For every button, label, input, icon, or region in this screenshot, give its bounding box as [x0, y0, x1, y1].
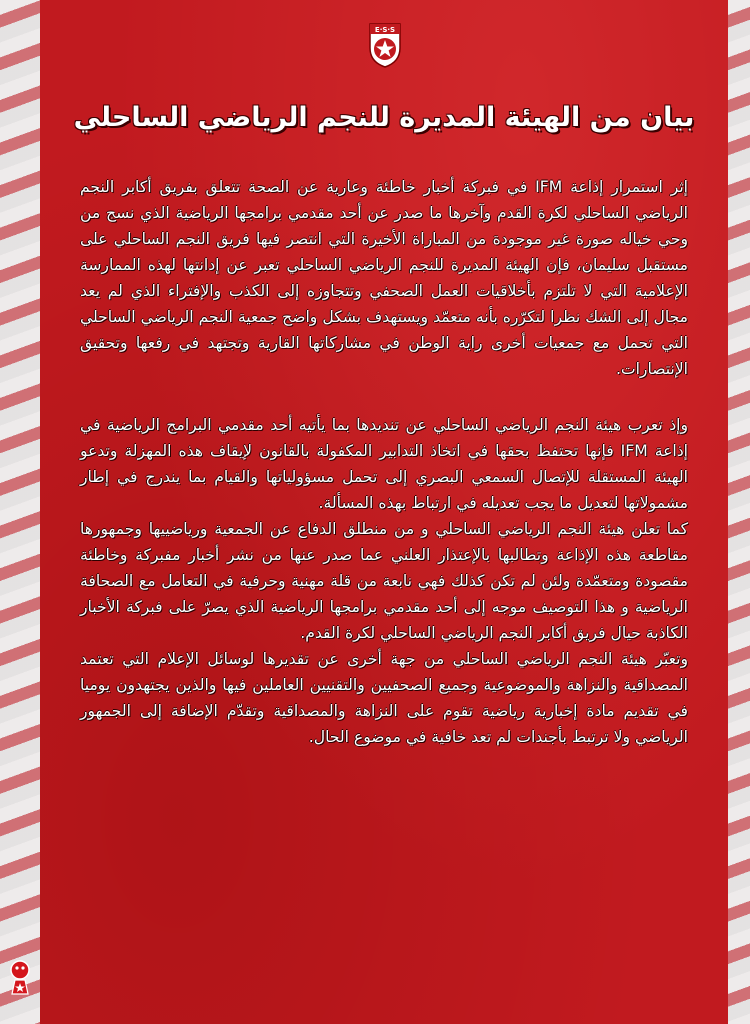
paragraph-4: وتعبّر هيئة النجم الرياضي الساحلي من جهة أخرى عن تقديرها لوسائل الإعلام التي تعتمد المصداقية والنزاهة والموضوعية وجميع الصحفيين والتقنيين العاملين فيها والذين يجتهدون يوميا في تقديم مادة إخبارية رياضية تقوم على النزاهة والمصداقية وتقدّم الإضافة إلى الجمهور الرياضي ولا ترتبط بأجندات لم تعد خافية في موضوع الحال.	[80, 650, 688, 746]
logo-text: E·S·S	[374, 26, 396, 34]
star-crest-icon	[367, 22, 403, 68]
club-logo	[367, 22, 403, 68]
background-photo-right	[728, 0, 750, 1024]
paragraph-3: كما تعلن هيئة النجم الرياضي الساحلي و من منطلق الدفاع عن الجمعية ورياضييها وجمهورها مقاطعة هذه الإذاعة وتطالبها بالإعتذار العلني عما صدر عنها من نشر أخبار مفبركة وخاطئة مقصودة ومتعمّدة ولئن لم تكن كذلك فهي نابعة من قلة مهنية وحرفية في التعامل مع الصحافة الرياضية و هذا التوصيف موجه إلى أحد مقدمي برامجها الرياضية الذي يصرّ على فبركة الأخبار الكاذبة حيال فريق أكابر النجم الرياضي الساحلي لكرة القدم.	[80, 520, 688, 642]
background-photo-left	[0, 0, 40, 1024]
mascot-icon	[2, 956, 38, 996]
statement-title: بيان من الهيئة المديرة للنجم الرياضي الساحلي	[73, 102, 695, 133]
statement-body	[80, 174, 688, 750]
paragraph-1: إثر استمرار إذاعة IFM في فبركة أخبار خاطئة وعارية عن الصحة تتعلق بفريق أكابر النجم الرياضي الساحلي لكرة القدم وآخرها ما صدر عن أحد مقدمي برامجها الرياضية الذي نسج من وحي خياله صورة غير موجودة من المباراة الأخيرة التي انتصر فيها فريق النجم الساحلي على مستقبل سليمان، فإن الهيئة المديرة للنجم الرياضي الساحلي تعبر عن إدانتها لهذه الممارسة الإعلامية التي لا تلتزم بأخلاقيات العمل الصحفي وتتجاوزه إلى الكذب والإفتراء الذي لم يعد مجال إلى الشك نظرا لتكرّره بأنه متعمّد ويستهدف بشكل واضح جمعية النجم الرياضي الساحلي التي تحمل مع جمعيات أخرى راية الوطن في مشاركاتها القارية وتجتهد في رفعها وتحقيق الإنتصارات.	[80, 178, 688, 378]
paragraph-2: وإذ تعرب هيئة النجم الرياضي الساحلي عن تنديدها بما يأتيه أحد مقدمي البرامج الرياضية في إذاعة IFM فإنها تحتفظ بحقها في اتخاذ التدابير المكفولة بالقانون لإيقاف هذه المهزلة وتدعو الهيئة المستقلة للإتصال السمعي البصري إلى تحمل مسؤولياتها والقيام بما يندرج في إطار مشمولاتها لتعديل ما يجب تعديله في ارتباط بهذه المسألة.	[80, 416, 688, 512]
